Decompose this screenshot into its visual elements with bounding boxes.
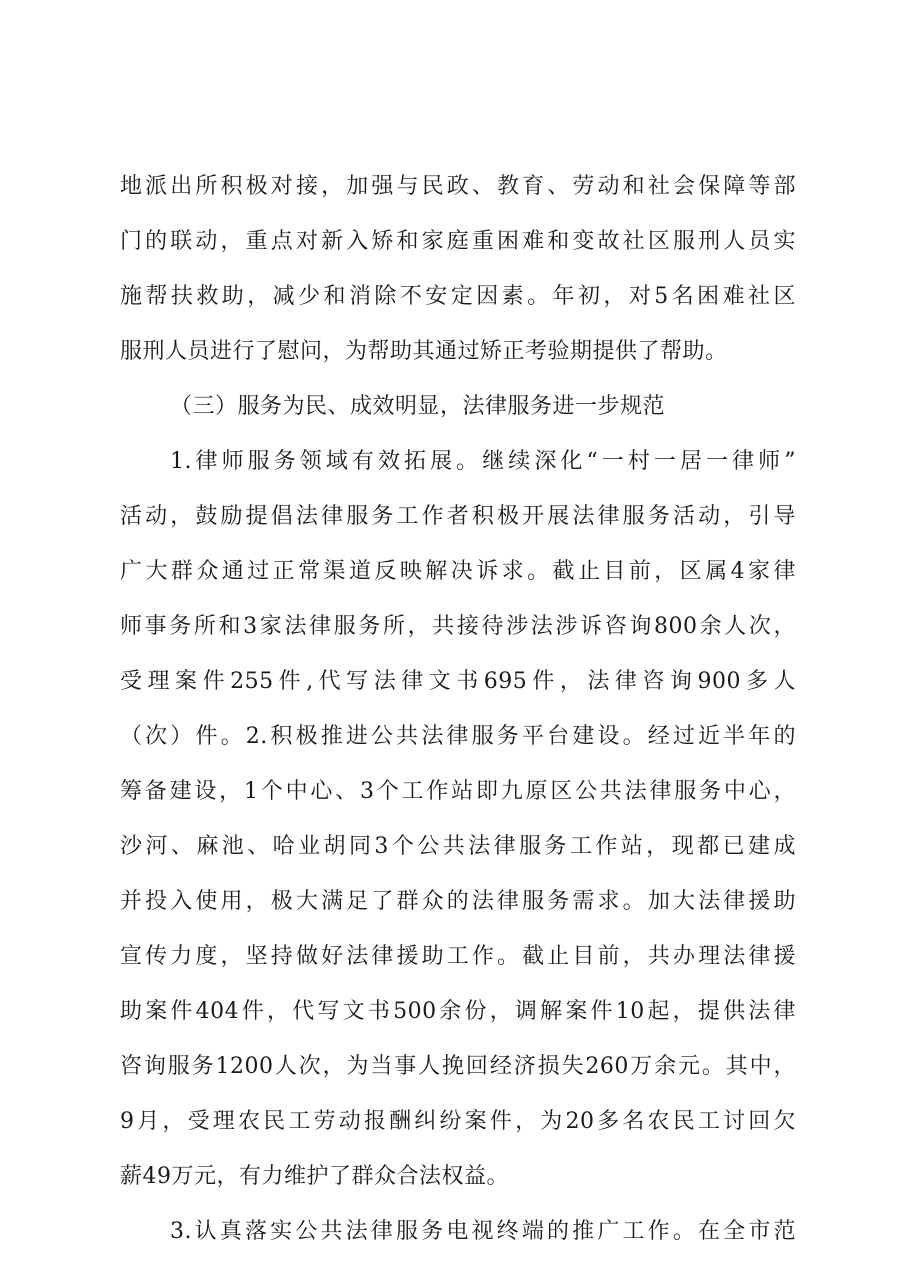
text-line: 广大群众通过正常渠道反映解决诉求。截止目前，区属4家律	[120, 559, 796, 584]
section-heading: （三）服务为民、成效明显，法律服务进一步规范	[170, 394, 666, 419]
text-line: （次）件。2.积极推进公共法律服务平台建设。经过近半年的	[120, 724, 796, 749]
text-line: 咨询服务1200人次，为当事人挽回经济损失260万余元。其中，	[120, 1054, 796, 1079]
text-line: 施帮扶救助，减少和消除不安定因素。年初，对5名困难社区	[120, 284, 796, 309]
text-line: 服刑人员进行了慰问，为帮助其通过矫正考验期提供了帮助。	[120, 339, 728, 364]
text-line: 筹备建设，1个中心、3个工作站即九原区公共法律服务中心，	[120, 779, 796, 804]
text-line: 9月，受理农民工劳动报酬纠纷案件，为20多名农民工讨回欠	[120, 1109, 796, 1134]
text-line: 宣传力度，坚持做好法律援助工作。截止目前，共办理法律援	[120, 944, 796, 969]
text-line: 地派出所积极对接，加强与民政、教育、劳动和社会保障等部	[120, 174, 796, 199]
text-line: 受理案件255件,代写法律文书695件，法律咨询900多人	[120, 669, 796, 694]
text-line: 并投入使用，极大满足了群众的法律服务需求。加大法律援助	[120, 889, 796, 914]
text-line: 助案件404件，代写文书500余份，调解案件10起，提供法律	[120, 999, 796, 1024]
text-line: 1.律师服务领域有效拓展。继续深化“一村一居一律师”	[170, 449, 796, 474]
text-line: 3.认真落实公共法律服务电视终端的推广工作。在全市范	[170, 1219, 796, 1244]
text-line: 薪49万元，有力维护了群众合法权益。	[120, 1164, 509, 1189]
text-line: 门的联动，重点对新入矫和家庭重困难和变故社区服刑人员实	[120, 229, 796, 254]
text-line: 活动，鼓励提倡法律服务工作者积极开展法律服务活动，引导	[120, 504, 796, 529]
text-line: 师事务所和3家法律服务所，共接待涉法涉诉咨询800余人次，	[120, 614, 796, 639]
text-line: 沙河、麻池、哈业胡同3个公共法律服务工作站，现都已建成	[120, 834, 796, 859]
